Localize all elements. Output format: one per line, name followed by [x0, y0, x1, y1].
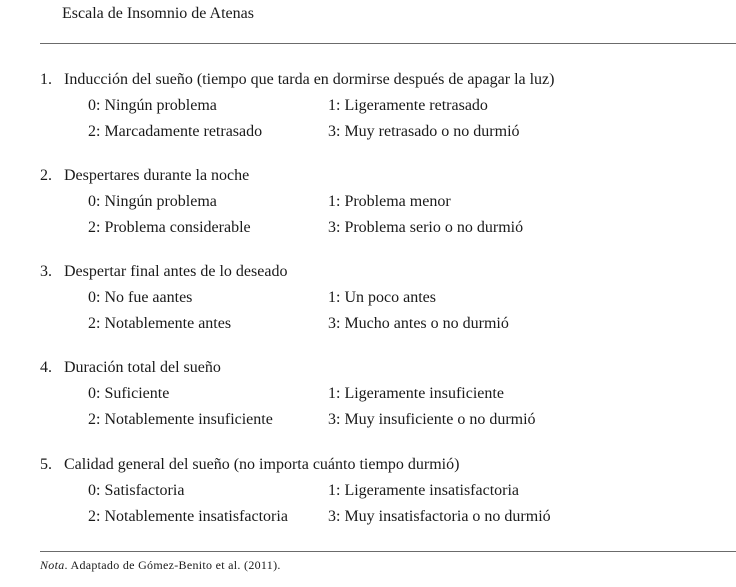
option-2: 2: Notablemente insatisfactoria: [88, 508, 288, 525]
option-2: 2: Problema considerable: [88, 219, 251, 236]
note-text: . Adaptado de Gómez-Benito et al. (2011).: [64, 558, 281, 572]
scale-item-1: [0, 70, 736, 162]
option-3: 3: Problema serio o no durmió: [328, 219, 524, 236]
question-number: 5.: [40, 456, 52, 473]
question: [40, 262, 287, 282]
option-3: 3: Muy insatisfactoria o no durmió: [328, 508, 551, 525]
option-3: 3: Mucho antes o no durmió: [328, 315, 509, 332]
option-0: 0: Ningún problema: [88, 97, 217, 114]
option-0: 0: Suficiente: [88, 385, 170, 402]
question: [40, 358, 221, 378]
question: [40, 455, 459, 475]
option-0: 0: Satisfactoria: [88, 482, 185, 499]
question-text: Inducción del sueño (tiempo que tarda en dormirse después de apagar la luz): [64, 71, 555, 88]
option-0: 0: Ningún problema: [88, 193, 217, 210]
option-3: 3: Muy insuficiente o no durmió: [328, 411, 536, 428]
source-note: [40, 557, 281, 573]
option-2: 2: Notablemente antes: [88, 315, 232, 332]
option-1: 1: Un poco antes: [328, 289, 436, 306]
scale-item-3: [0, 262, 736, 354]
option-0: 0: No fue aantes: [88, 289, 193, 306]
option-1: 1: Problema menor: [328, 193, 451, 210]
option-1: 1: Ligeramente insatisfactoria: [328, 482, 520, 499]
option-1: 1: Ligeramente retrasado: [328, 97, 488, 114]
question-text: Despertar final antes de lo deseado: [64, 263, 288, 280]
scale-item-4: [0, 358, 736, 450]
question-text: Calidad general del sueño (no importa cuánto tiempo durmió): [64, 456, 460, 473]
scale-item-5: [0, 455, 736, 547]
top-divider: [40, 43, 736, 44]
question-number: 2.: [40, 167, 52, 184]
option-2: 2: Notablemente insuficiente: [88, 411, 273, 428]
note-label: Nota: [40, 558, 65, 572]
option-3: 3: Muy retrasado o no durmió: [328, 123, 520, 140]
question: [40, 70, 554, 90]
question-number: 3.: [40, 263, 52, 280]
option-2: 2: Marcadamente retrasado: [88, 123, 263, 140]
page-title: Escala de Insomnio de Atenas: [62, 5, 254, 22]
question-text: Despertares durante la noche: [64, 167, 250, 184]
question: [40, 166, 249, 186]
question-text: Duración total del sueño: [64, 359, 221, 376]
question-number: 1.: [40, 71, 52, 88]
scale-item-2: [0, 166, 736, 258]
question-number: 4.: [40, 359, 52, 376]
bottom-divider: [40, 551, 736, 552]
option-1: 1: Ligeramente insuficiente: [328, 385, 504, 402]
